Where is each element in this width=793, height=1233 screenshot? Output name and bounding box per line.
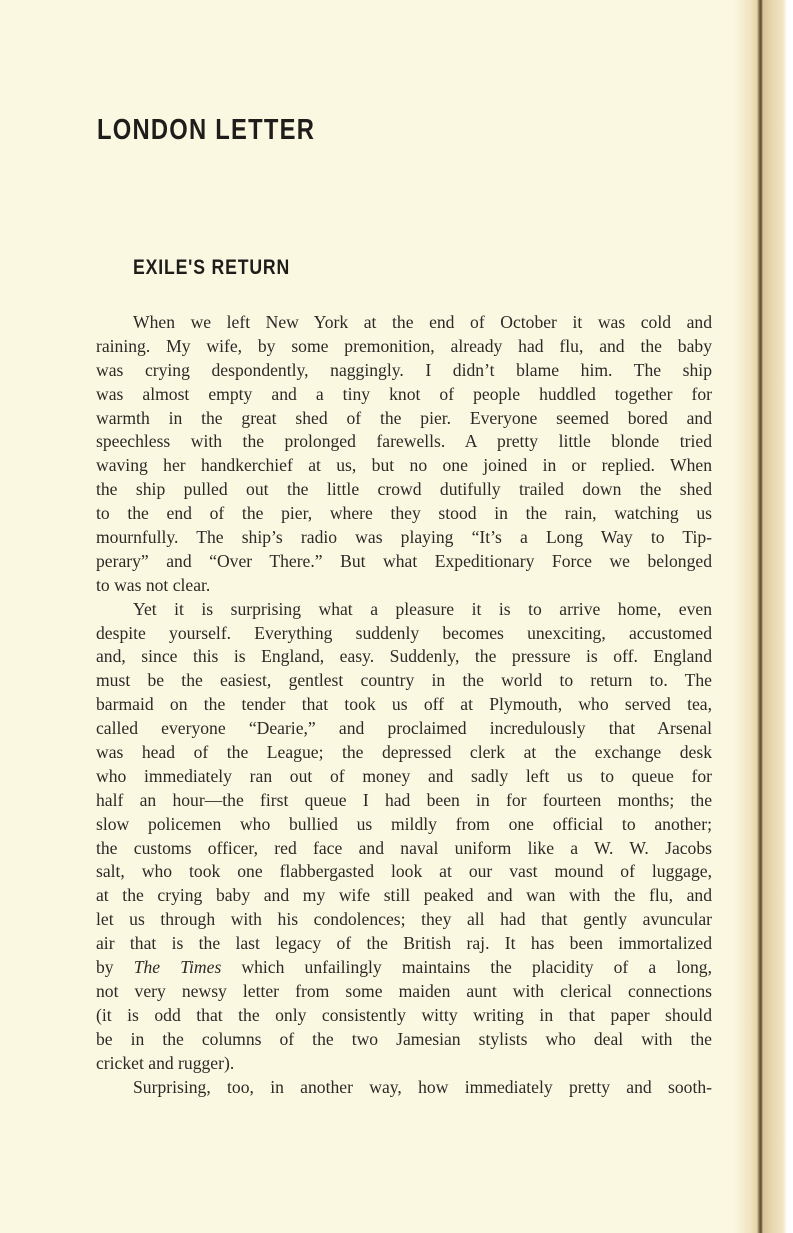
- text-line: barmaid on the tender that took us off at Plymouth, who served tea,: [96, 694, 712, 715]
- text-line: and, since this is England, easy. Suddenly, the pressure is off. England: [96, 646, 712, 667]
- text-line: to the end of the pier, where they stood in the rain, watching us: [96, 503, 712, 524]
- text-line: mournfully. The ship’s radio was playing “It’s a Long Way to Tip-: [96, 527, 712, 548]
- paragraph-2: [96, 598, 712, 1076]
- paragraph-3: [96, 1076, 712, 1100]
- text-line: was almost empty and a tiny knot of people huddled together for: [96, 383, 712, 404]
- text-line: not very newsy letter from some maiden aunt with clerical connections: [96, 980, 712, 1001]
- text-line: let us through with his condolences; they all had that gently avuncular: [96, 909, 712, 930]
- text-line: salt, who took one flabbergasted look at our vast mound of luggage,: [96, 861, 712, 882]
- text-line: (it is odd that the only consistently witty writing in that paper should: [96, 1004, 712, 1025]
- text-line-with-italic: [96, 956, 712, 980]
- text-line: perary” and “Over There.” But what Expeditionary Force we belonged: [96, 550, 712, 571]
- text-line: air that is the last legacy of the British raj. It has been immortalized: [96, 933, 712, 954]
- text-fragment: by: [96, 957, 134, 978]
- text-line: was head of the League; the depressed clerk at the exchange desk: [96, 742, 712, 763]
- text-line: despite yourself. Everything suddenly becomes unexciting, accustomed: [96, 622, 712, 643]
- text-line: half an hour—the first queue I had been in for fourteen months; the: [96, 789, 712, 810]
- text-line: When we left New York at the end of October it was cold and: [133, 312, 712, 332]
- text-line: the ship pulled out the little crowd dutifully trailed down the shed: [96, 479, 712, 500]
- text-line: at the crying baby and my wife still peaked and wan with the flu, and: [96, 885, 712, 906]
- text-line: the customs officer, red face and naval uniform like a W. W. Jacobs: [96, 837, 712, 858]
- text-line: raining. My wife, by some premonition, already had flu, and the baby: [96, 335, 712, 356]
- page-title: LONDON LETTER: [97, 114, 316, 146]
- newspaper-title: The Times: [133, 957, 222, 978]
- page-binding-edge: [733, 0, 793, 1233]
- article-body: [96, 311, 712, 1099]
- text-line: be in the columns of the two Jamesian stylists who deal with the: [96, 1028, 712, 1049]
- text-line: speechless with the prolonged farewells. A pretty little blonde tried: [96, 431, 712, 452]
- text-line: warmth in the great shed of the pier. Everyone seemed bored and: [96, 407, 712, 428]
- text-line: Yet it is surprising what a pleasure it is to arrive home, even: [133, 598, 712, 619]
- text-line: cricket and rugger).: [96, 1052, 235, 1073]
- text-line: waving her handkerchief at us, but no one joined in or replied. When: [96, 455, 712, 476]
- text-line: called everyone “Dearie,” and proclaimed incredulously that Arsenal: [96, 718, 712, 739]
- section-heading: EXILE'S RETURN: [133, 256, 291, 279]
- text-line: Surprising, too, in another way, how immediately pretty and sooth-: [133, 1076, 712, 1097]
- paragraph-1: [96, 311, 712, 598]
- text-line: to was not clear.: [96, 574, 211, 595]
- text-line: slow policemen who bullied us mildly from one official to another;: [96, 813, 712, 834]
- text-fragment: which unfailingly maintains the placidity of a long,: [221, 957, 713, 978]
- text-line: must be the easiest, gentlest country in the world to return to. The: [96, 670, 712, 691]
- text-line: who immediately ran out of money and sadly left us to queue for: [96, 765, 712, 786]
- text-line: was crying despondently, naggingly. I didn’t blame him. The ship: [96, 359, 712, 380]
